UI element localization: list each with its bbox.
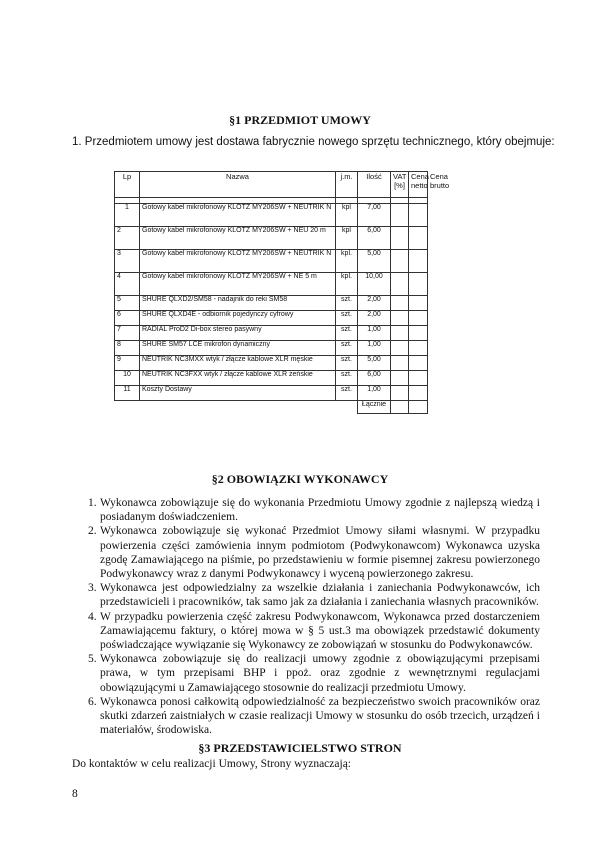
cell-unit: kpl. bbox=[336, 250, 358, 273]
table-row bbox=[115, 273, 428, 296]
cell-lp: 9 bbox=[115, 356, 140, 371]
cell-qty: 7,00 bbox=[358, 204, 391, 227]
table-header-row: Lp Nazwa j.m. Ilość VAT [%] Cena netto Cena brutto bbox=[115, 172, 428, 198]
section-3-intro: Do kontaktów w celu realizacji Umowy, Strony wyznaczają: bbox=[72, 758, 351, 770]
table-row bbox=[115, 311, 428, 326]
page-number: 8 bbox=[72, 788, 78, 800]
cell-unit: kpl. bbox=[336, 273, 358, 296]
table-row bbox=[115, 371, 428, 386]
section-1-intro: 1. Przedmiotem umowy jest dostawa fabrycznie nowego sprzętu technicznego, który obejmuje: bbox=[72, 136, 555, 148]
cell-name: NEUTRIK NC3MXX wtyk / złącze kablowe XLR męskie bbox=[140, 356, 336, 371]
table-row bbox=[115, 204, 428, 227]
cell-name: NEUTRIK NC3FXX wtyk / złącze kablowe XLR żeńskie bbox=[140, 371, 336, 386]
cell-unit: szt. bbox=[336, 296, 358, 311]
list-item: 5. Wykonawca zobowiązuje się do realizacji umowy zgodnie z obowiązującymi przepisami prawa, w tym przepisami BHP i ppoż. oraz zgodnie z wewnętrznymi regulacjami obowiązującymi u Zamawiającego stosownie do realizacji przedmiotu Umowy. bbox=[88, 653, 540, 694]
cell-unit: kpl bbox=[336, 227, 358, 250]
list-item: 3. Wykonawca jest odpowiedzialny za wszelkie działania i zaniechania Podwykonawców, ich przedstawicieli i pracowników, tak samo jak za działania i zaniechania własnych pracowników. bbox=[88, 582, 540, 609]
cell-unit: kpl bbox=[336, 204, 358, 227]
cell-lp: 1 bbox=[115, 204, 140, 227]
cell-name: SHURE QLXD2/SM58 - nadajnik do reki SM58 bbox=[140, 296, 336, 311]
cell-qty: 6,00 bbox=[358, 227, 391, 250]
cell-lp: 3 bbox=[115, 250, 140, 273]
list-item: 2. Wykonawca zobowiązuje się wykonać Przedmiot Umowy siłami własnymi. W przypadku powierzenia części zamówienia innym podmiotom (Podwykonawcom) Wykonawca uzyska zgodę Zamawiającego na piśmie, po przedstawieniu w formie pisemnej zakresu powierzonego Podwykonawcy wraz z danymi Podwykonawcy i wyceną powierzonego zakresu. bbox=[88, 525, 540, 581]
cell-qty: 5,00 bbox=[358, 250, 391, 273]
cell-lp: 8 bbox=[115, 341, 140, 356]
header-unit: j.m. bbox=[336, 172, 358, 198]
header-name: Nazwa bbox=[140, 172, 336, 198]
table-row bbox=[115, 356, 428, 371]
cell-name: Gotowy kabel mikrofonowy KLOTZ MY206SW + NEUTRIK N bbox=[140, 250, 336, 273]
cell-lp: 4 bbox=[115, 273, 140, 296]
cell-qty: 10,00 bbox=[358, 273, 391, 296]
table-row bbox=[115, 386, 428, 401]
table-row bbox=[115, 326, 428, 341]
header-net-price: Cena netto bbox=[409, 172, 428, 198]
table-row bbox=[115, 227, 428, 250]
cell-name: Gotowy kabel mikrofonowy KLOTZ MY206SW + NE 5 m bbox=[140, 273, 336, 296]
cell-lp: 6 bbox=[115, 311, 140, 326]
cell-unit: szt. bbox=[336, 371, 358, 386]
cell-qty: 2,00 bbox=[358, 296, 391, 311]
cell-lp: 2 bbox=[115, 227, 140, 250]
obligations-list bbox=[70, 496, 540, 737]
total-label: Łącznie bbox=[358, 401, 391, 414]
cell-qty: 1,00 bbox=[358, 341, 391, 356]
cell-name: RADIAL ProD2 Di-box stereo pasywny bbox=[140, 326, 336, 341]
cell-lp: 7 bbox=[115, 326, 140, 341]
cell-name: Gotowy kabel mikrofonowy KLOTZ MY206SW + NEUTRIK N bbox=[140, 204, 336, 227]
cell-lp: 11 bbox=[115, 386, 140, 401]
table-row bbox=[115, 296, 428, 311]
cell-lp: 5 bbox=[115, 296, 140, 311]
section-2-title: §2 OBOWIĄZKI WYKONAWCY bbox=[211, 472, 389, 486]
cell-unit: szt. bbox=[336, 356, 358, 371]
table-row bbox=[115, 250, 428, 273]
cell-qty: 1,00 bbox=[358, 386, 391, 401]
cell-unit: szt. bbox=[336, 311, 358, 326]
header-vat: VAT [%] bbox=[391, 172, 409, 198]
header-qty: Ilość bbox=[358, 172, 391, 198]
cell-qty: 1,00 bbox=[358, 326, 391, 341]
cell-unit: szt. bbox=[336, 341, 358, 356]
cell-name: Koszty Dostawy bbox=[140, 386, 336, 401]
cell-name: Gotowy kabel mikrofonowy KLOTZ MY206SW + NEU 20 m bbox=[140, 227, 336, 250]
cell-unit: szt. bbox=[336, 326, 358, 341]
table-row bbox=[115, 341, 428, 356]
table-total-row bbox=[115, 401, 428, 414]
cell-qty: 2,00 bbox=[358, 311, 391, 326]
cell-lp: 10 bbox=[115, 371, 140, 386]
list-item: 1. Wykonawca zobowiązuje się do wykonania Przedmiotu Umowy zgodnie z najlepszą wiedzą i posiadanym doświadczeniem. bbox=[88, 497, 540, 524]
cell-qty: 6,00 bbox=[358, 371, 391, 386]
list-item: 4. W przypadku powierzenia część zakresu Podwykonawcom, Wykonawca przed dostarczeniem Zamawiającemu faktury, o której mowa w § 5 ust.3 ma obowiązek przedstawić dokumenty poświadczające wywiązanie się Wykonawcy ze zobowiązań w stosunku do Podwykonawców. bbox=[88, 610, 540, 652]
items-table bbox=[114, 171, 450, 414]
cell-name: SHURE SM57 LCE mikrofon dynamiczny bbox=[140, 341, 336, 356]
header-lp: Lp bbox=[115, 172, 140, 198]
cell-qty: 5,00 bbox=[358, 356, 391, 371]
cell-unit: szt. bbox=[336, 386, 358, 401]
section-1-title: §1 PRZEDMIOT UMOWY bbox=[229, 113, 371, 127]
section-3-title: §3 PRZEDSTAWICIELSTWO STRON bbox=[198, 741, 402, 755]
list-item: 6. Wykonawca ponosi całkowitą odpowiedzialność za bezpieczeństwo swoich pracowników oraz skutki zdarzeń zaistniałych w czasie realizacji Umowy w stosunku do osób trzecich, urządzeń i materiałów, środowiska. bbox=[88, 695, 540, 737]
cell-name: SHURE QLXD4E - odbiornik pojedynczy cyfrowy bbox=[140, 311, 336, 326]
